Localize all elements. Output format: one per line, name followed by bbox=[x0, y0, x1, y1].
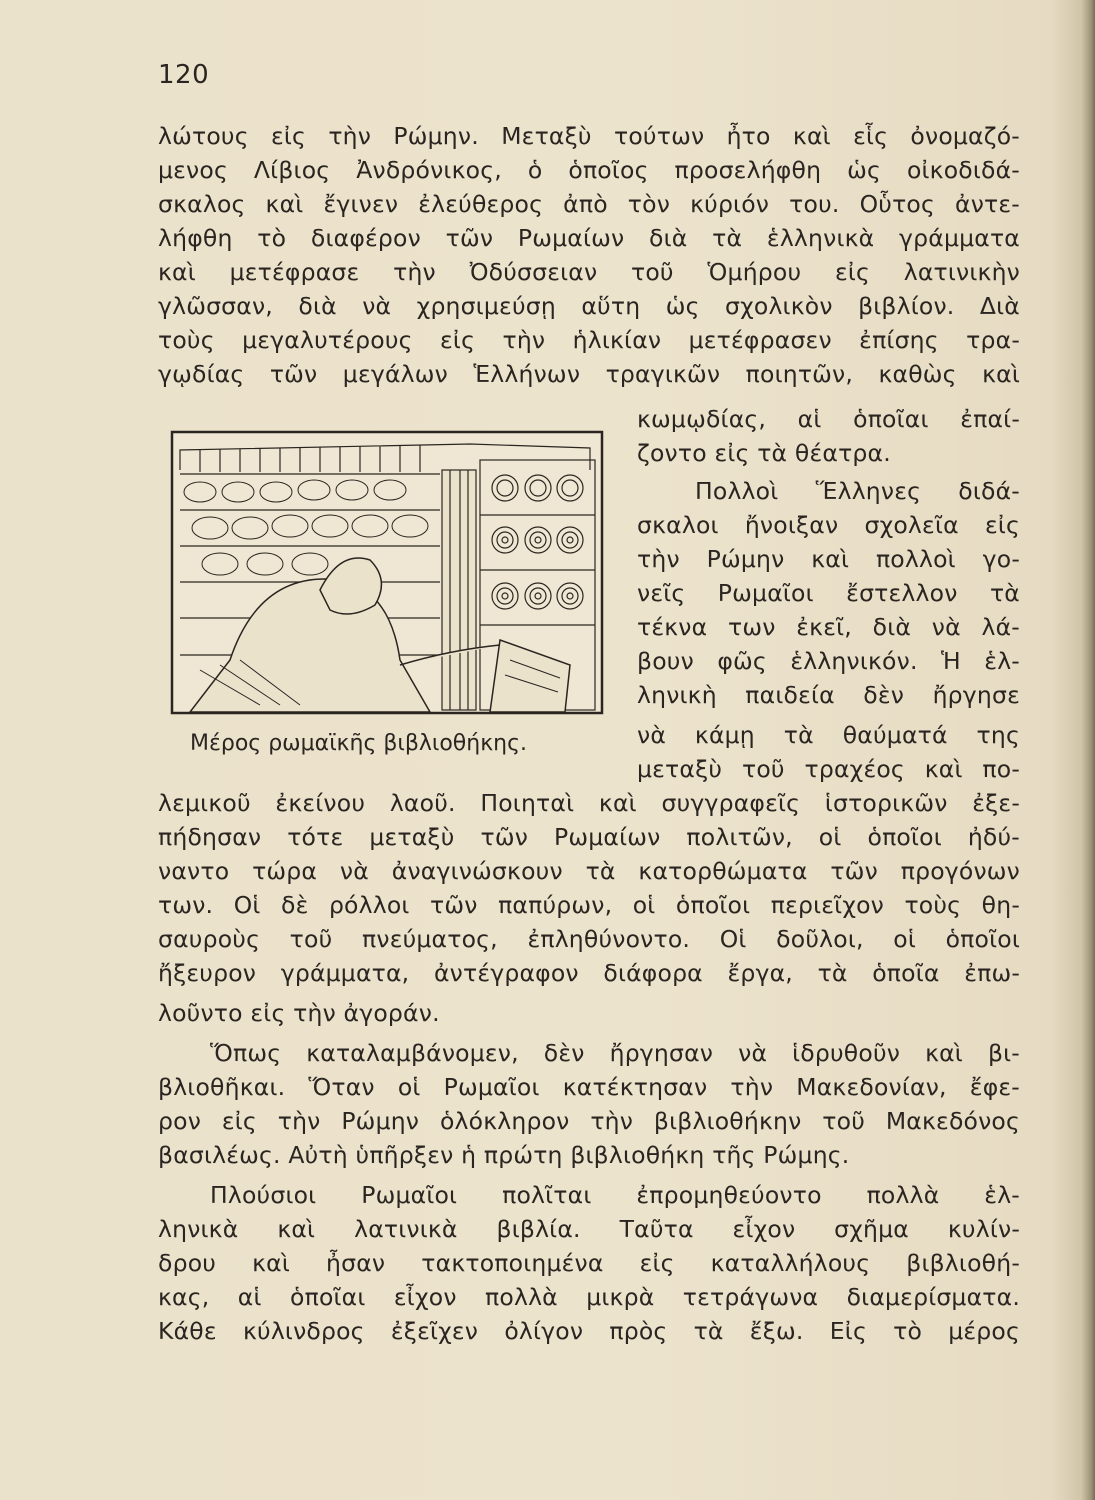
text-line: δρου καὶ ἦσαν τακτοποιημένα εἰς καταλλήλους βιβλιοθή- bbox=[158, 1249, 1020, 1277]
figure-caption: Μέρος ρωμαϊκῆς βιβλιοθήκης. bbox=[190, 731, 528, 756]
text-line: πήδησαν τότε μεταξὺ τῶν Ρωμαίων πολιτῶν, οἱ ὁποῖοι ἠδύ- bbox=[158, 823, 1020, 851]
text-line: βλιοθῆκαι. Ὅταν οἱ Ρωμαῖοι κατέκτησαν τὴν Μακεδονίαν, ἔφε- bbox=[158, 1073, 1020, 1101]
text-line: λοῦντο εἰς τὴν ἀγοράν. bbox=[158, 999, 440, 1027]
text-line: ναντο τώρα νὰ ἀναγινώσκουν τὰ κατορθώματα τῶν προγόνων bbox=[158, 857, 1020, 885]
text-line: βασιλέως. Αὐτὴ ὑπῆρξεν ἡ πρώτη βιβλιοθήκη τῆς Ρώμης. bbox=[158, 1141, 850, 1169]
text-line: τὴν Ρώμην καὶ πολλοὶ γο- bbox=[637, 545, 1020, 573]
text-line: σκαλοι ἤνοιξαν σχολεῖα εἰς bbox=[637, 511, 1020, 539]
text-line: Πλούσιοι Ρωμαῖοι πολῖται ἐπρομηθεύοντο πολλὰ ἑλ- bbox=[210, 1181, 1020, 1209]
text-line: λώτους εἰς τὴν Ρώμην. Μεταξὺ τούτων ἦτο καὶ εἷς ὀνομαζό- bbox=[158, 122, 1020, 150]
page-number: 120 bbox=[158, 60, 210, 90]
text-line: μενος Λίβιος Ἀνδρόνικος, ὁ ὁποῖος προσελήφθη ὡς οἰκοδιδά- bbox=[158, 156, 1020, 184]
text-line: ρον εἰς τὴν Ρώμην ὁλόκληρον τὴν βιβλιοθήκην τοῦ Μακεδόνος bbox=[158, 1107, 1020, 1135]
text-line: νὰ κάμῃ τὰ θαύματά της bbox=[637, 721, 1020, 749]
text-line: βουν φῶς ἑλληνικόν. Ἡ ἑλ- bbox=[637, 647, 1020, 675]
text-line: των. Οἱ δὲ ρόλλοι τῶν παπύρων, οἱ ὁποῖοι περιεῖχον τοὺς θη- bbox=[158, 891, 1020, 919]
text-line: κωμῳδίας, αἱ ὁποῖαι ἐπαί- bbox=[637, 405, 1020, 433]
page-edge-shadow bbox=[1081, 0, 1095, 1500]
text-line: λεμικοῦ ἐκείνου λαοῦ. Ποιηταὶ καὶ συγγραφεῖς ἱστορικῶν ἐξε- bbox=[158, 789, 1020, 817]
text-line: μεταξὺ τοῦ τραχέος καὶ πο- bbox=[637, 755, 1020, 783]
text-line: τοὺς μεγαλυτέρους εἰς τὴν ἡλικίαν μετέφρασεν ἐπίσης τρα- bbox=[158, 326, 1020, 354]
text-line: νεῖς Ρωμαῖοι ἔστελλον τὰ bbox=[637, 579, 1020, 607]
text-line: τέκνα των ἐκεῖ, διὰ νὰ λά- bbox=[637, 613, 1020, 641]
roman-library-illustration bbox=[170, 430, 604, 715]
text-line: ληνικὴ παιδεία δὲν ἤργησε bbox=[637, 681, 1020, 709]
text-line: Ὅπως καταλαμβάνομεν, δὲν ἤργησαν νὰ ἱδρυθοῦν καὶ βι- bbox=[210, 1039, 1020, 1067]
text-line: γλῶσσαν, διὰ νὰ χρησιμεύσῃ αὕτη ὡς σχολικὸν βιβλίον. Διὰ bbox=[158, 292, 1020, 320]
text-line: καὶ μετέφρασε τὴν Ὀδύσσειαν τοῦ Ὁμήρου εἰς λατινικὴν bbox=[158, 258, 1020, 286]
text-line: ἤξευρον γράμματα, ἀντέγραφον διάφορα ἔργα, τὰ ὁποῖα ἐπω- bbox=[158, 959, 1020, 987]
text-line: σαυροὺς τοῦ πνεύματος, ἐπληθύνοντο. Οἱ δοῦλοι, οἱ ὁποῖοι bbox=[158, 925, 1020, 953]
text-line: σκαλος καὶ ἔγινεν ἐλεύθερος ἀπὸ τὸν κύριόν του. Οὗτος ἀντε- bbox=[158, 190, 1020, 218]
text-line: Πολλοὶ Ἕλληνες διδά- bbox=[695, 477, 1020, 505]
text-line: γῳδίας τῶν μεγάλων Ἑλλήνων τραγικῶν ποιητῶν, καθὼς καὶ bbox=[158, 360, 1020, 388]
text-line: ζοντο εἰς τὰ θέατρα. bbox=[637, 439, 891, 467]
text-line: ληνικὰ καὶ λατινικὰ βιβλία. Ταῦτα εἶχον σχῆμα κυλίν- bbox=[158, 1215, 1020, 1243]
text-line: λήφθη τὸ διαφέρον τῶν Ρωμαίων διὰ τὰ ἑλληνικὰ γράμματα bbox=[158, 224, 1020, 252]
text-line: Κάθε κύλινδρος ἐξεῖχεν ὀλίγον πρὸς τὰ ἔξω. Εἰς τὸ μέρος bbox=[158, 1317, 1020, 1345]
text-line: κας, αἱ ὁποῖαι εἶχον πολλὰ μικρὰ τετράγωνα διαμερίσματα. bbox=[158, 1283, 1020, 1311]
